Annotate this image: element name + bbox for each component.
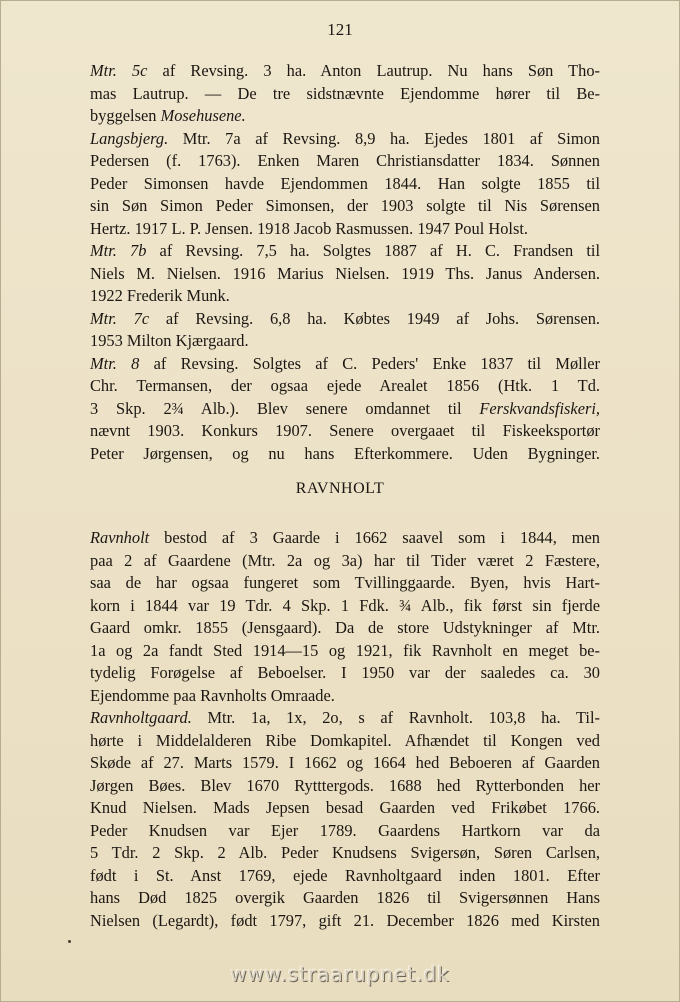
text-run: korn i 1844 var 19 Tdr. 4 Skp. 1 Fdk. ¾ Alb., fik først sin fjerde [90, 595, 600, 615]
italic-term: Mtr. 7b [90, 241, 147, 260]
text-line [90, 617, 600, 640]
text-run: Mtr. 7a af Revsing. 8,9 ha. Ejedes 1801 af Simon [168, 128, 600, 148]
text-line [90, 707, 600, 730]
text-run: Skøde af 27. Marts 1579. I 1662 og 1664 hed Beboeren af Gaarden [90, 753, 600, 772]
italic-term: Mtr. 5c [90, 61, 148, 80]
italic-term: Langsbjerg. [90, 128, 169, 148]
text-run: Peder Simonsen havde Ejendommen 1844. Han solgte 1855 til [90, 173, 600, 193]
text-line [90, 820, 600, 843]
italic-term: Ravnholt [90, 528, 150, 547]
text-run: af Revsing. 7,5 ha. Solgtes 1887 af H. C. Frandsen til [146, 241, 601, 260]
text-run: hørte i Middelalderen Ribe Domkapitel. Afhændet til Kongen ved [90, 730, 600, 750]
text-run: Mtr. 1a, 1x, 2o, s af Ravnholt. 103,8 ha. Til- [191, 708, 600, 727]
text-run: Peter Jørgensen, og nu hans Efterkommere. Uden Bygninger. [90, 443, 600, 463]
text-run: Peder Knudsen var Ejer 1789. Gaardens Hartkorn var da [90, 820, 600, 840]
text-run: af Revsing. 6,8 ha. Købtes 1949 af Johs. Sørensen. [149, 308, 601, 328]
text-run: Hertz. 1917 L. P. Jensen. 1918 Jacob Rasmussen. 1947 Poul Holst. [90, 218, 528, 238]
text-line [90, 443, 600, 466]
text-line [90, 887, 600, 910]
text-line [90, 195, 600, 218]
text-run: Chr. Termansen, der ogsaa ejede Arealet 1856 (Htk. 1 Td. [90, 376, 600, 395]
text-run: saa de har ogsaa fungeret som Tvillinggaarde. Byen, hvis Hart- [90, 573, 600, 592]
text-line [90, 420, 600, 443]
text-line [90, 375, 600, 398]
text-line [90, 595, 600, 618]
text-line [90, 640, 600, 663]
text-run: Nielsen (Legardt), født 1797, gift 21. December 1826 med Kirsten [90, 910, 600, 930]
text-line [90, 572, 600, 595]
page-number: 121 [327, 20, 353, 39]
text-run: 1a og 2a fandt Sted 1914—15 og 1921, fik Ravnholt en meget be- [90, 640, 600, 660]
text-line [90, 865, 600, 888]
italic-term: Ravnholtgaard. [90, 708, 192, 727]
italic-term: Mtr. 8 [90, 353, 140, 373]
italic-term: Mtr. 7c [90, 308, 150, 328]
text-run: 5 Tdr. 2 Skp. 2 Alb. Peder Knudsens Svigersøn, Søren Carlsen, [90, 843, 600, 862]
text-run: 3 Skp. 2¾ Alb.). Blev senere omdannet til [90, 398, 480, 418]
text-run: Niels M. Nielsen. 1916 Marius Nielsen. 1919 Ths. Janus Andersen. [90, 263, 600, 283]
text-line [90, 128, 600, 151]
text-run: mas Lautrup. — De tre sidstnævnte Ejendomme hører til Be- [90, 83, 600, 103]
text-line [90, 685, 600, 708]
text-block-mosehusene-langsbjerg [90, 60, 600, 465]
text-line [90, 150, 600, 173]
text-run: byggelsen [90, 106, 161, 125]
text-line [90, 60, 600, 83]
text-run: af Revsing. 3 ha. Anton Lautrup. Nu hans Søn Tho- [147, 61, 601, 80]
watermark: www.straarupnet.dk [230, 962, 450, 986]
text-run: hans Død 1825 overgik Gaarden 1826 til Svigersønnen Hans [90, 888, 600, 907]
text-run: Pedersen (f. 1763). Enken Maren Christiansdatter 1834. Sønnen [90, 151, 600, 170]
text-run: Jørgen Bøes. Blev 1670 Rytttergods. 1688 hed Rytterbonden her [90, 775, 600, 795]
text-run: Gaard omkr. 1855 (Jensgaard). Da de store Udstykninger af Mtr. [90, 618, 600, 637]
italic-term: Mosehusene. [160, 106, 246, 125]
text-run: Knud Nielsen. Mads Jepsen besad Gaarden ved Frikøbet 1766. [90, 798, 600, 817]
text-run: bestod af 3 Gaarde i 1662 saavel som i 1844, men [149, 528, 600, 547]
text-line [90, 550, 600, 573]
section-heading-ravnholt: RAVNHOLT [295, 480, 385, 497]
text-run: tydelig Forøgelse af Beboelser. I 1950 var der saaledes ca. 30 [90, 663, 600, 682]
text-line [90, 527, 600, 550]
text-run: nævnt 1903. Konkurs 1907. Senere overgaaet til Fiskeeksportør [90, 421, 600, 440]
text-run: af Revsing. Solgtes af C. Peders' Enke 1837 til Møller [139, 353, 600, 373]
text-line [90, 105, 600, 128]
text-run: født i St. Anst 1769, ejede Ravnholtgaard inden 1801. Efter [90, 865, 600, 885]
margin-mark [68, 940, 71, 943]
text-line [90, 330, 600, 353]
text-line [90, 308, 600, 331]
text-line [90, 173, 600, 196]
text-run: sin Søn Simon Peder Simonsen, der 1903 solgte til Nis Sørensen [90, 196, 600, 215]
text-run: 1922 Frederik Munk. [90, 286, 230, 305]
italic-term: Ferskvandsfiskeri, [479, 398, 600, 418]
text-line [90, 752, 600, 775]
text-line [90, 285, 600, 308]
text-block-ravnholt [90, 527, 600, 932]
text-line [90, 218, 600, 241]
text-line [90, 240, 600, 263]
text-line [90, 797, 600, 820]
text-line [90, 775, 600, 798]
text-line [90, 842, 600, 865]
text-line [90, 662, 600, 685]
text-line [90, 263, 600, 286]
text-line [90, 83, 600, 106]
text-run: 1953 Milton Kjærgaard. [90, 331, 249, 350]
text-run: paa 2 af Gaardene (Mtr. 2a og 3a) har til Tider været 2 Fæstere, [90, 550, 600, 570]
text-run: Ejendomme paa Ravnholts Omraade. [90, 685, 335, 705]
text-line [90, 398, 600, 421]
text-line [90, 353, 600, 376]
text-line [90, 910, 600, 933]
text-line [90, 730, 600, 753]
